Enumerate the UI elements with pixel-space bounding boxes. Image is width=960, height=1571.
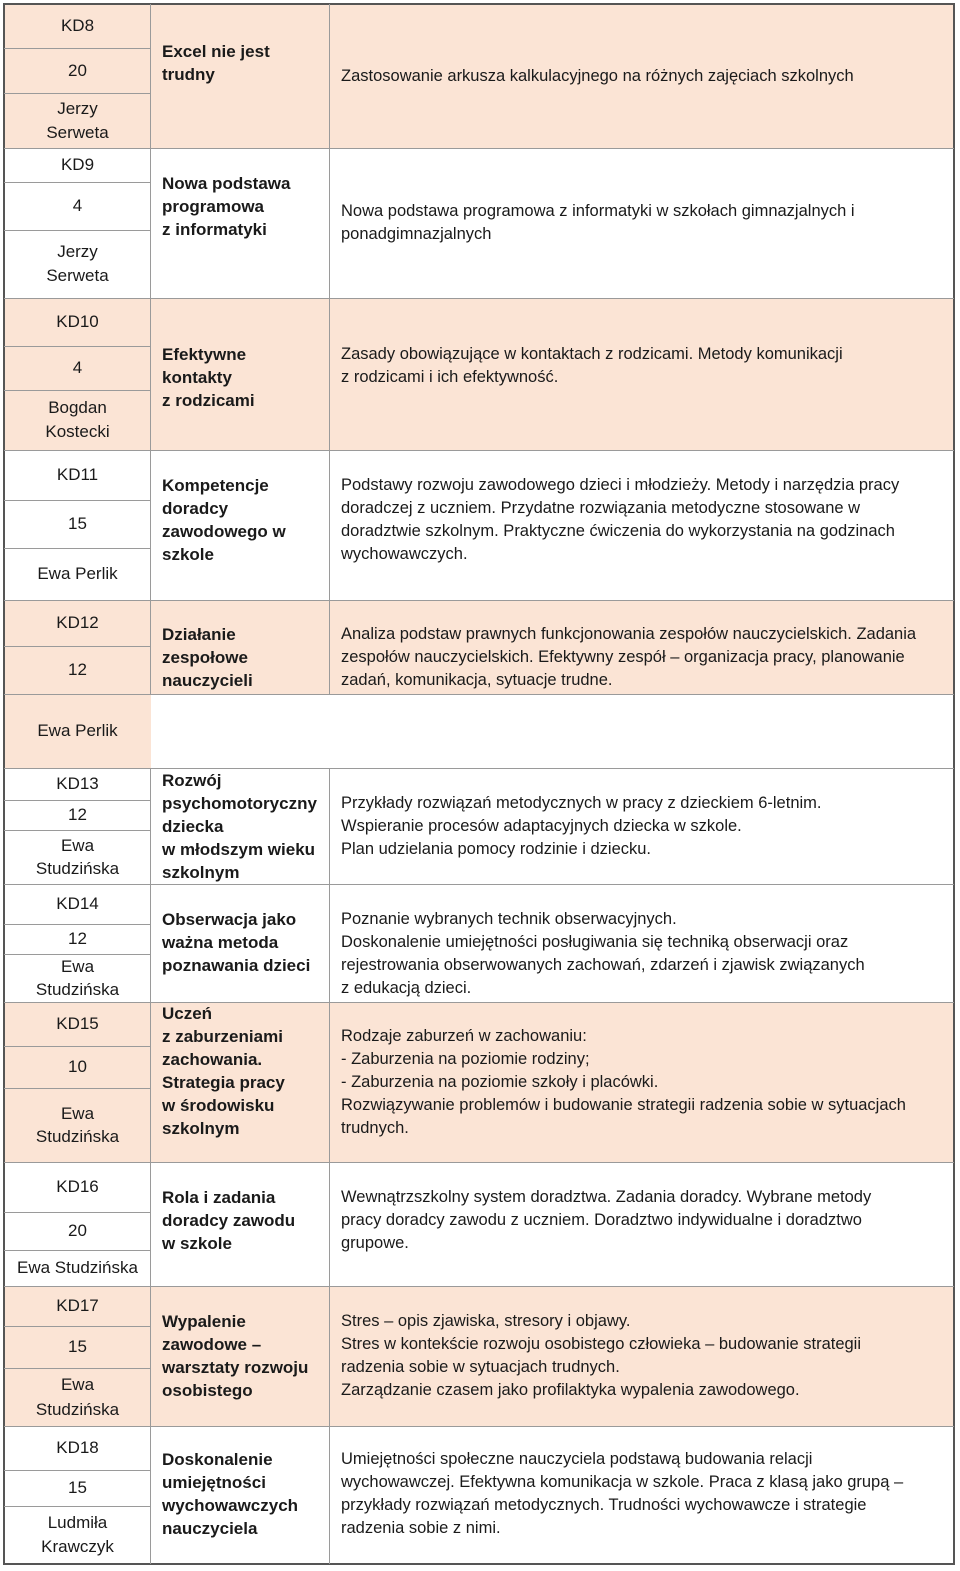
course-description: Analiza podstaw prawnych funkcjonowania zespołów nauczycielskich. Zadania zespołów nauczycielskich. Efektywny zespół – organizacja pracy, planowanie zadań, komunikacja, sytuacje trudne. xyxy=(341,625,917,689)
course-description: Zasady obowiązujące w kontaktach z rodzicami. Metody komunikacji z rodzicami i ich efektywność. xyxy=(341,345,843,386)
course-row-kd16 xyxy=(4,1162,954,1286)
course-hours: 20 xyxy=(68,1221,87,1240)
course-description: Przykłady rozwiązań metodycznych w pracy z dzieckiem 6-letnim. Wspieranie procesów adaptacyjnych dziecka w szkole. Plan udzielania pomocy rodzinie i dziecku. xyxy=(341,794,822,858)
course-description: Podstawy rozwoju zawodowego dzieci i młodzieży. Metody i narzędzia pracy doradczej z uczniem. Przydatne rozwiązania metodyczne stosowane w doradztwie szkolnym. Praktyczne ćwiczenia do wykorzystania na godzinach wychowawczych. xyxy=(341,476,900,563)
course-title: Obserwacja jako ważna metoda poznawania dzieci xyxy=(162,910,311,975)
course-title: Doskonalenie umiejętności wychowawczych nauczyciela xyxy=(162,1450,299,1538)
course-code: KD13 xyxy=(56,774,99,793)
course-row-kd18 xyxy=(4,1426,954,1564)
course-code: KD12 xyxy=(56,613,99,632)
course-hours: 12 xyxy=(68,805,87,824)
course-title: Działanie zespołowe nauczycieli xyxy=(162,625,253,690)
course-teacher: Ewa Studzińska xyxy=(35,1375,120,1419)
course-teacher: Ludmiła Krawczyk xyxy=(41,1513,114,1556)
course-description: Stres – opis zjawiska, stresory i objawy. Stres w kontekście rozwoju osobistego człowieka – budowanie strategii radzenia sobie w sytuacjach trudnych. Zarządzanie czasem jako profilaktyka wypalenia zawodowego. xyxy=(341,1312,862,1399)
course-description: Umiejętności społeczne nauczyciela podstawą budowania relacji wychowawczej. Efektywna komunikacja w szkole. Praca z klasą jako grupą – przykłady rozwiązań metodycznych. Trudności wychowawcze i strategie radzenia sobie z nimi. xyxy=(341,1450,904,1537)
course-teacher: Jerzy Serweta xyxy=(46,98,109,142)
course-row-kd17 xyxy=(4,1286,954,1426)
course-teacher: Ewa Perlik xyxy=(37,564,118,583)
course-code: KD11 xyxy=(56,465,99,484)
course-description: Wewnątrzszkolny system doradztwa. Zadania doradcy. Wybrane metody pracy doradcy zawodu z uczniem. Doradztwo indywidualne i doradztwo grupowe. xyxy=(341,1188,872,1252)
course-code: KD16 xyxy=(56,1177,99,1196)
course-hours: 12 xyxy=(68,660,87,679)
course-title: Efektywne kontakty z rodzicami xyxy=(162,345,255,410)
course-row-kd11 xyxy=(4,450,954,600)
course-description: Nowa podstawa programowa z informatyki w szkołach gimnazjalnych i ponadgimnazjalnych xyxy=(341,202,855,243)
course-hours: 10 xyxy=(68,1057,87,1076)
course-hours: 15 xyxy=(68,1337,87,1356)
course-code: KD9 xyxy=(60,155,95,174)
course-teacher: Jerzy Serweta xyxy=(46,242,109,285)
course-teacher: Ewa Studzińska xyxy=(35,957,120,999)
course-hours: 4 xyxy=(72,358,83,377)
course-title: Wypalenie zawodowe – warsztaty rozwoju osobistego xyxy=(162,1312,309,1400)
course-teacher: Ewa Studzińska xyxy=(35,836,120,878)
course-teacher: Bogdan Kostecki xyxy=(45,398,110,441)
course-code: KD17 xyxy=(56,1296,99,1315)
course-hours: 12 xyxy=(68,929,87,948)
course-description: Zastosowanie arkusza kalkulacyjnego na różnych zajęciach szkolnych xyxy=(341,67,854,85)
course-title: Kompetencje doradcy zawodowego w szkole xyxy=(162,476,286,564)
course-teacher: Ewa Studzińska xyxy=(17,1258,138,1277)
course-description: Poznanie wybranych technik obserwacyjnych. Doskonalenie umiejętności posługiwania się techniką obserwacji oraz rejestrowania obserwowanych zachowań, zdarzeń i zjawisk związanych z edukacją dzieci. xyxy=(341,910,865,997)
course-title: Nowa podstawa programowa z informatyki xyxy=(162,174,291,239)
course-row-kd8 xyxy=(4,4,954,148)
course-row-kd9 xyxy=(4,148,954,298)
course-row-kd15 xyxy=(4,1002,954,1162)
course-title: Rola i zadania doradcy zawodu w szkole xyxy=(162,1188,296,1253)
course-code: KD15 xyxy=(56,1014,99,1033)
course-hours: 4 xyxy=(72,196,83,215)
course-code: KD14 xyxy=(56,894,99,913)
course-row-kd10 xyxy=(4,298,954,450)
course-code: KD10 xyxy=(56,312,99,331)
course-hours: 15 xyxy=(68,514,87,533)
course-code: KD8 xyxy=(60,16,95,35)
course-teacher: Ewa Perlik xyxy=(37,721,118,740)
course-row-kd14 xyxy=(4,884,954,1002)
course-title: Uczeń z zaburzeniami zachowania. Strategia pracy w środowisku szkolnym xyxy=(162,1004,285,1138)
course-hours: 15 xyxy=(68,1478,87,1497)
course-title: Excel nie jest trudny xyxy=(162,42,270,84)
course-hours: 20 xyxy=(68,60,87,80)
course-code: KD18 xyxy=(56,1438,99,1457)
course-row-kd13 xyxy=(4,768,954,884)
course-description: Rodzaje zaburzeń w zachowaniu: - Zaburzenia na poziomie rodziny; - Zaburzenia na poziomie szkoły i placówki. Rozwiązywanie problemów i budowanie strategii radzenia sobie w sytuacjach trudnych. xyxy=(341,1027,906,1137)
course-title: Rozwój psychomotoryczny dziecka w młodszym wieku szkolnym xyxy=(162,771,317,882)
course-teacher: Ewa Studzińska xyxy=(35,1104,120,1146)
